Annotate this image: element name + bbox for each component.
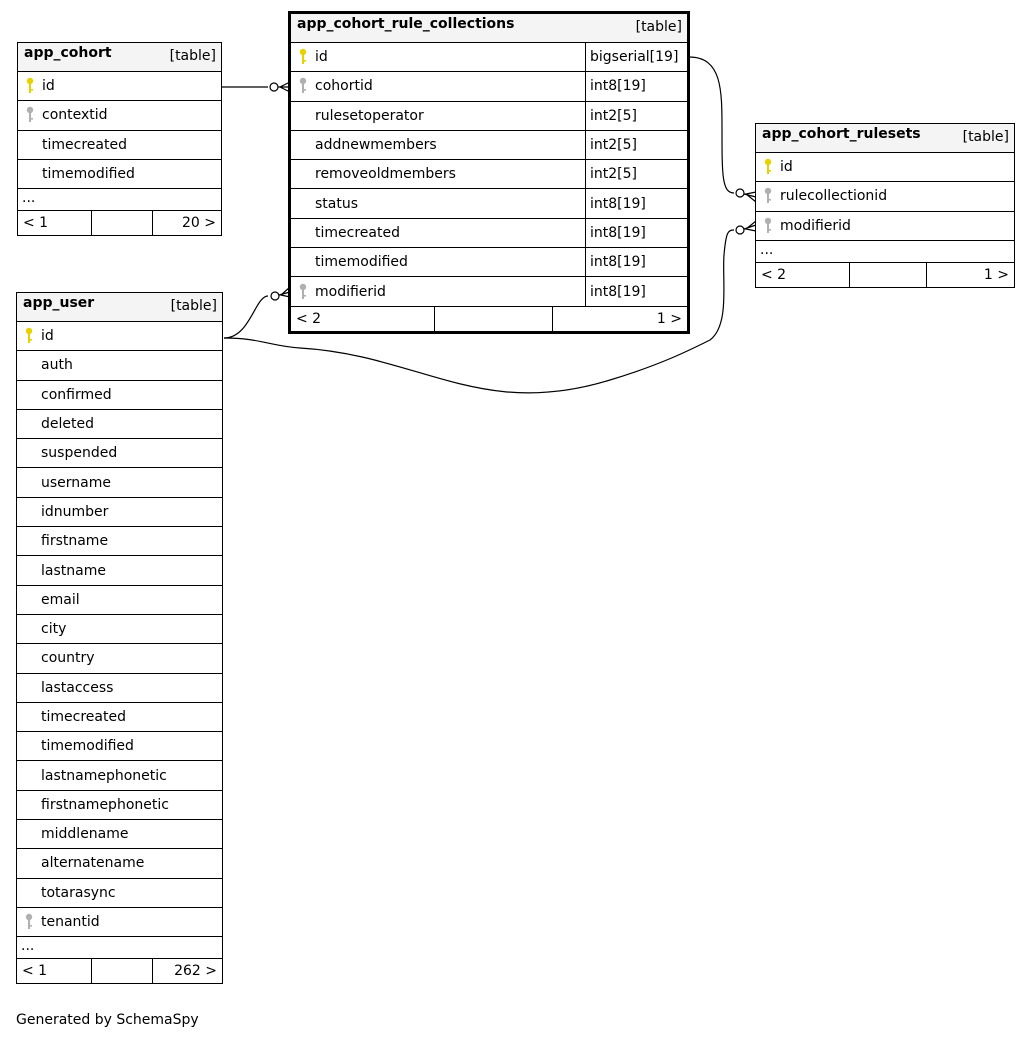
column-name: alternatename [41,855,145,872]
column-name-cell [17,644,222,672]
column-name-cell [291,189,585,217]
column-name-cell [17,322,222,350]
edge-cohortid-optional-marker [270,83,278,91]
column-type: int2[5] [585,102,687,130]
column-type: int2[5] [585,131,687,159]
column-name: timecreated [41,709,126,725]
column-row-rulesetoperator[interactable] [291,102,687,131]
column-name-cell [18,101,221,129]
column-name-cell [18,72,221,100]
column-name: timecreated [315,224,400,241]
no-key-spacer [291,131,315,159]
no-key-spacer [17,761,41,789]
parents-count[interactable]: < 2 [296,310,322,327]
column-name: contextid [42,107,108,124]
no-key-spacer [17,381,41,409]
column-row-lastnamephonetic[interactable] [17,761,222,790]
column-row-timecreated[interactable] [17,703,222,732]
column-name: id [315,49,328,66]
column-name-cell [291,102,585,130]
column-name-cell [18,160,221,188]
column-row-deleted[interactable] [17,410,222,439]
more-columns-ellipsis: ... [18,189,221,211]
column-name: country [41,650,95,667]
column-name-cell [291,219,585,247]
relationship-pager [17,959,222,983]
column-name-cell [17,732,222,760]
column-name: auth [41,357,73,374]
column-row-alternatename[interactable] [17,849,222,878]
primary-key-icon [17,322,41,350]
parents-count[interactable]: < 2 [761,266,787,283]
no-key-spacer [17,849,41,877]
column-row-removeoldmembers[interactable] [291,160,687,189]
column-row-id[interactable] [17,322,222,351]
column-name: confirmed [41,386,112,403]
primary-key-icon [18,72,42,100]
table-app-cohort-rule-collections[interactable] [288,11,690,334]
column-row-firstnamephonetic[interactable] [17,791,222,820]
column-row-timemodified[interactable] [18,160,221,189]
primary-key-icon [291,43,315,71]
children-count[interactable]: 20 > [152,211,221,235]
column-row-timecreated[interactable] [18,131,221,160]
foreign-key-icon [17,908,41,936]
column-row-username[interactable] [17,468,222,497]
no-key-spacer [17,644,41,672]
table-name: app_cohort_rule_collections [297,16,515,32]
edge-ruleset-modifier-optional-marker [736,226,744,234]
column-name: rulesetoperator [315,107,424,124]
column-name-cell [17,498,222,526]
table-kind-label: [table] [962,129,1009,145]
column-row-status[interactable] [291,189,687,218]
column-row-id[interactable] [291,43,687,72]
column-name: lastname [41,562,106,579]
table-app-cohort[interactable] [17,42,222,236]
pager-spacer [434,307,553,331]
no-key-spacer [291,248,315,276]
column-name: cohortid [315,78,373,95]
column-name: status [315,195,359,212]
column-name: username [41,474,111,491]
foreign-key-icon [291,72,315,100]
column-row-timecreated[interactable] [291,219,687,248]
column-name-cell [17,556,222,584]
column-type: int8[19] [585,189,687,217]
no-key-spacer [17,791,41,819]
table-header [756,124,1014,153]
column-row-firstname[interactable] [17,527,222,556]
column-name-cell [17,703,222,731]
table-app-cohort-rulesets[interactable] [755,123,1015,288]
column-row-suspended[interactable] [17,439,222,468]
more-columns-ellipsis: ... [756,241,1014,263]
column-name: lastaccess [41,679,114,696]
column-row-totarasync[interactable] [17,879,222,908]
children-count[interactable]: 262 > [152,959,222,983]
column-name-cell [17,381,222,409]
column-name: removeoldmembers [315,166,456,183]
column-name-cell [756,153,1014,181]
column-name-cell [17,761,222,789]
column-name-cell [17,908,222,936]
column-row-country[interactable] [17,644,222,673]
table-kind-label: [table] [635,19,682,35]
column-name-cell [291,72,585,100]
column-name: timemodified [42,166,135,183]
column-name: id [41,328,54,345]
column-name-cell [17,439,222,467]
no-key-spacer [17,879,41,907]
no-key-spacer [17,410,41,438]
column-name: timemodified [41,738,134,755]
column-name-cell [291,131,585,159]
no-key-spacer [17,820,41,848]
no-key-spacer [17,527,41,555]
column-name-cell [291,248,585,276]
column-name-cell [17,351,222,379]
no-key-spacer [291,219,315,247]
no-key-spacer [291,102,315,130]
column-name: addnewmembers [315,137,437,154]
column-name: deleted [41,416,94,433]
column-name: modifierid [780,217,851,234]
column-row-timemodified[interactable] [291,248,687,277]
foreign-key-icon [18,101,42,129]
column-name-cell [291,277,585,305]
column-name-cell [17,527,222,555]
pager-spacer [91,959,153,983]
column-name-cell [17,410,222,438]
column-name: idnumber [41,503,109,520]
column-name-cell [756,212,1014,240]
column-name: city [41,621,67,638]
table-name: app_cohort [24,45,112,61]
no-key-spacer [17,674,41,702]
table-kind-label: [table] [170,298,217,314]
no-key-spacer [291,160,315,188]
column-row-modifierid[interactable] [291,277,687,306]
relationship-pager [291,307,687,331]
column-row-contextid[interactable] [18,101,221,130]
foreign-key-icon [756,182,780,210]
column-name: tenantid [41,914,100,931]
column-name: id [780,159,793,176]
table-header [18,43,221,72]
column-row-auth[interactable] [17,351,222,380]
edge-rulecollectionid-collections [689,57,734,193]
pager-spacer [849,263,926,287]
column-name-cell [18,131,221,159]
column-type: int2[5] [585,160,687,188]
column-name-cell [17,879,222,907]
no-key-spacer [17,498,41,526]
column-row-tenantid[interactable] [17,908,222,937]
edge-rulecollectionid-optional-marker [736,189,744,197]
parents-count[interactable]: < 1 [22,963,48,980]
column-name: lastnamephonetic [41,767,167,784]
relationship-pager [18,211,221,235]
column-name: firstnamephonetic [41,796,169,813]
no-key-spacer [18,131,42,159]
column-row-city[interactable] [17,615,222,644]
column-row-id[interactable] [756,153,1014,182]
column-row-addnewmembers[interactable] [291,131,687,160]
no-key-spacer [18,160,42,188]
table-header [17,293,222,322]
children-count[interactable]: 1 > [552,307,687,331]
table-app-user[interactable] [16,292,223,984]
column-name: suspended [41,445,118,462]
column-name-cell [291,43,585,71]
column-row-confirmed[interactable] [17,381,222,410]
column-name-cell [756,182,1014,210]
column-row-middlename[interactable] [17,820,222,849]
table-kind-label: [table] [169,48,216,64]
column-name: timemodified [315,254,408,271]
footer-generated-by: Generated by SchemaSpy [16,1012,199,1028]
table-header [291,14,687,43]
more-columns-ellipsis: ... [17,937,222,959]
column-row-lastaccess[interactable] [17,674,222,703]
column-row-timemodified[interactable] [17,732,222,761]
column-name: timecreated [42,136,127,153]
column-type: int8[19] [585,72,687,100]
table-name: app_user [23,295,95,311]
foreign-key-icon [756,212,780,240]
parents-count[interactable]: < 1 [23,215,49,232]
column-name-cell [17,849,222,877]
column-name: middlename [41,826,129,843]
no-key-spacer [17,439,41,467]
edge-modifierid-user [224,296,268,338]
column-type: int8[19] [585,277,687,305]
column-type: int8[19] [585,219,687,247]
column-row-rulecollectionid[interactable] [756,182,1014,211]
column-type: int8[19] [585,248,687,276]
column-name-cell [17,820,222,848]
foreign-key-icon [291,277,315,305]
no-key-spacer [17,556,41,584]
column-name: totarasync [41,884,116,901]
column-name-cell [291,160,585,188]
column-row-cohortid[interactable] [291,72,687,101]
column-name: email [41,591,80,608]
column-name-cell [17,615,222,643]
column-row-lastname[interactable] [17,556,222,585]
edge-modifierid-optional-marker [271,292,279,300]
primary-key-icon [756,153,780,181]
no-key-spacer [17,703,41,731]
column-row-modifierid[interactable] [756,212,1014,241]
column-name: id [42,78,55,95]
no-key-spacer [17,732,41,760]
column-type: bigserial[19] [585,43,687,71]
no-key-spacer [17,586,41,614]
no-key-spacer [17,351,41,379]
relationship-pager [756,263,1014,287]
column-row-idnumber[interactable] [17,498,222,527]
column-name: rulecollectionid [780,188,888,205]
column-name-cell [17,791,222,819]
children-count[interactable]: 1 > [926,263,1014,287]
column-name: modifierid [315,283,386,300]
column-name: firstname [41,533,109,550]
no-key-spacer [291,189,315,217]
column-row-id[interactable] [18,72,221,101]
column-row-email[interactable] [17,586,222,615]
column-name-cell [17,586,222,614]
column-name-cell [17,674,222,702]
no-key-spacer [17,615,41,643]
table-name: app_cohort_rulesets [762,126,921,142]
pager-spacer [91,211,152,235]
no-key-spacer [17,468,41,496]
column-name-cell [17,468,222,496]
